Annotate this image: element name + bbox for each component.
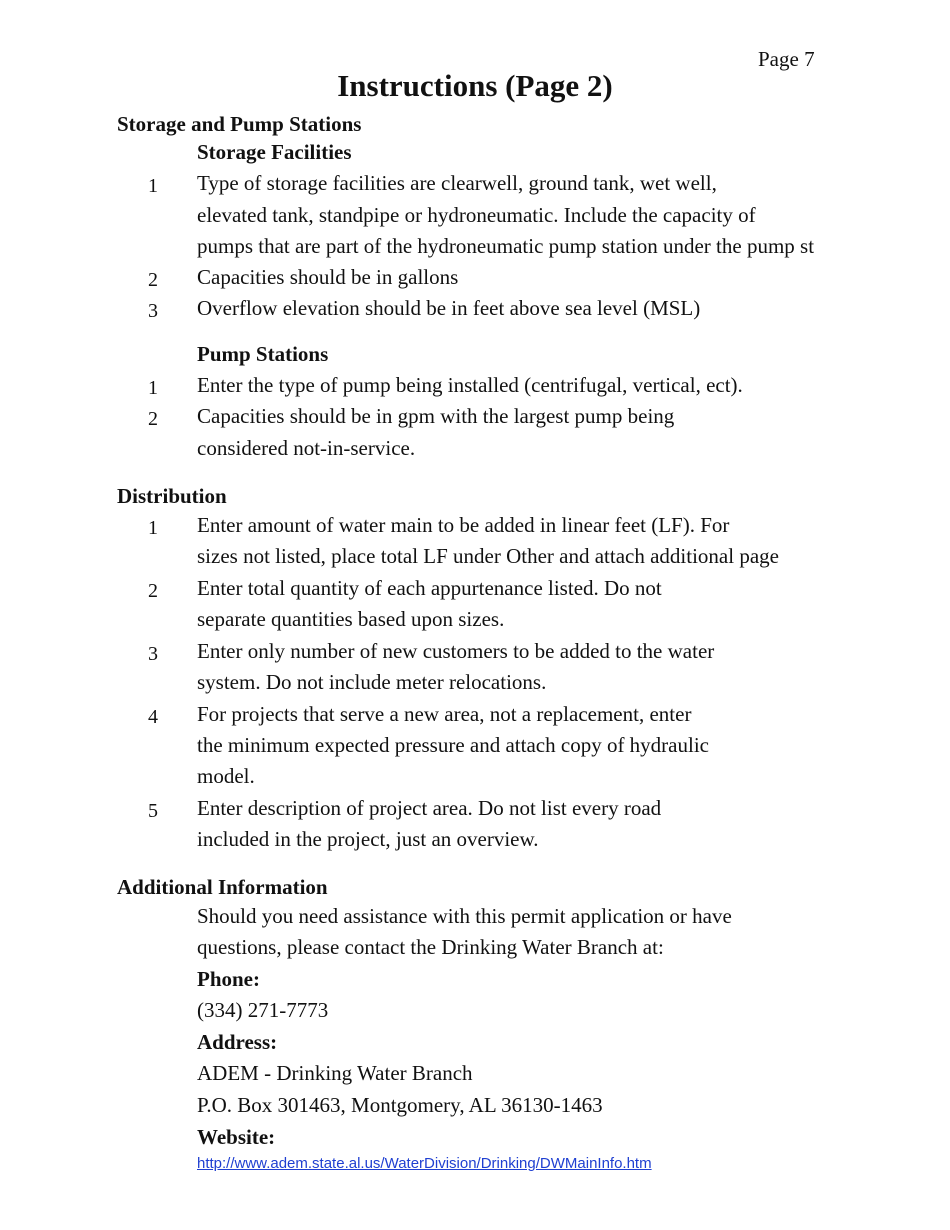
- website-link[interactable]: http://www.adem.state.al.us/WaterDivision/Drinking/DWMainInfo.htm: [197, 1155, 652, 1172]
- list-item-number: 1: [148, 175, 158, 197]
- list-item-text: model.: [197, 764, 255, 788]
- list-item-number: 1: [148, 377, 158, 399]
- section-heading-additional-information: Additional Information: [117, 875, 328, 899]
- list-item-text: Enter total quantity of each appurtenance listed. Do not: [197, 576, 662, 600]
- phone-label: Phone:: [197, 967, 260, 991]
- address-label: Address:: [197, 1030, 278, 1054]
- address-line: ADEM - Drinking Water Branch: [197, 1061, 473, 1085]
- section-heading-storage-pump: Storage and Pump Stations: [117, 112, 362, 136]
- list-item-number: 2: [148, 269, 158, 291]
- list-item-number: 3: [148, 643, 158, 665]
- list-item-number: 1: [148, 517, 158, 539]
- contact-intro-text: questions, please contact the Drinking Water Branch at:: [197, 935, 664, 959]
- list-item-text: Enter description of project area. Do not list every road: [197, 796, 662, 820]
- list-item-number: 2: [148, 580, 158, 602]
- list-item-text: For projects that serve a new area, not a replacement, enter: [197, 702, 692, 726]
- list-item-text: Enter amount of water main to be added in linear feet (LF). For: [197, 513, 730, 537]
- list-item-text: separate quantities based upon sizes.: [197, 607, 505, 631]
- list-item-text: Enter the type of pump being installed (centrifugal, vertical, ect).: [197, 373, 743, 397]
- list-item-text: Type of storage facilities are clearwell, ground tank, wet well,: [197, 171, 717, 195]
- section-heading-distribution: Distribution: [117, 484, 227, 508]
- contact-intro-text: Should you need assistance with this permit application or have: [197, 904, 732, 928]
- list-item-number: 5: [148, 800, 158, 822]
- website-label: Website:: [197, 1125, 276, 1149]
- list-item-text: Enter only number of new customers to be added to the water: [197, 639, 715, 663]
- page-number: Page 7: [758, 47, 815, 71]
- phone-number: (334) 271-7773: [197, 998, 329, 1022]
- list-item-number: 2: [148, 408, 158, 430]
- list-item-number: 3: [148, 300, 158, 322]
- list-item-text: considered not-in-service.: [197, 436, 416, 460]
- list-item-text: the minimum expected pressure and attach copy of hydraulic: [197, 733, 709, 757]
- list-item-text: system. Do not include meter relocations.: [197, 670, 547, 694]
- address-line: P.O. Box 301463, Montgomery, AL 36130-1463: [197, 1093, 603, 1117]
- list-item-text: sizes not listed, place total LF under Other and attach additional page: [197, 544, 779, 568]
- list-item-text: Capacities should be in gallons: [197, 265, 459, 289]
- list-item-text: pumps that are part of the hydroneumatic pump station under the pump st: [197, 234, 815, 258]
- list-item-text: Overflow elevation should be in feet above sea level (MSL): [197, 296, 701, 320]
- list-item-text: Capacities should be in gpm with the largest pump being: [197, 404, 675, 428]
- list-item-text: included in the project, just an overview.: [197, 827, 539, 851]
- subheading-pump-stations: Pump Stations: [197, 342, 329, 366]
- list-item-text: elevated tank, standpipe or hydroneumatic. Include the capacity of: [197, 203, 756, 227]
- list-item-number: 4: [148, 706, 158, 728]
- page-title: Instructions (Page 2): [337, 68, 613, 103]
- subheading-storage-facilities: Storage Facilities: [197, 140, 352, 164]
